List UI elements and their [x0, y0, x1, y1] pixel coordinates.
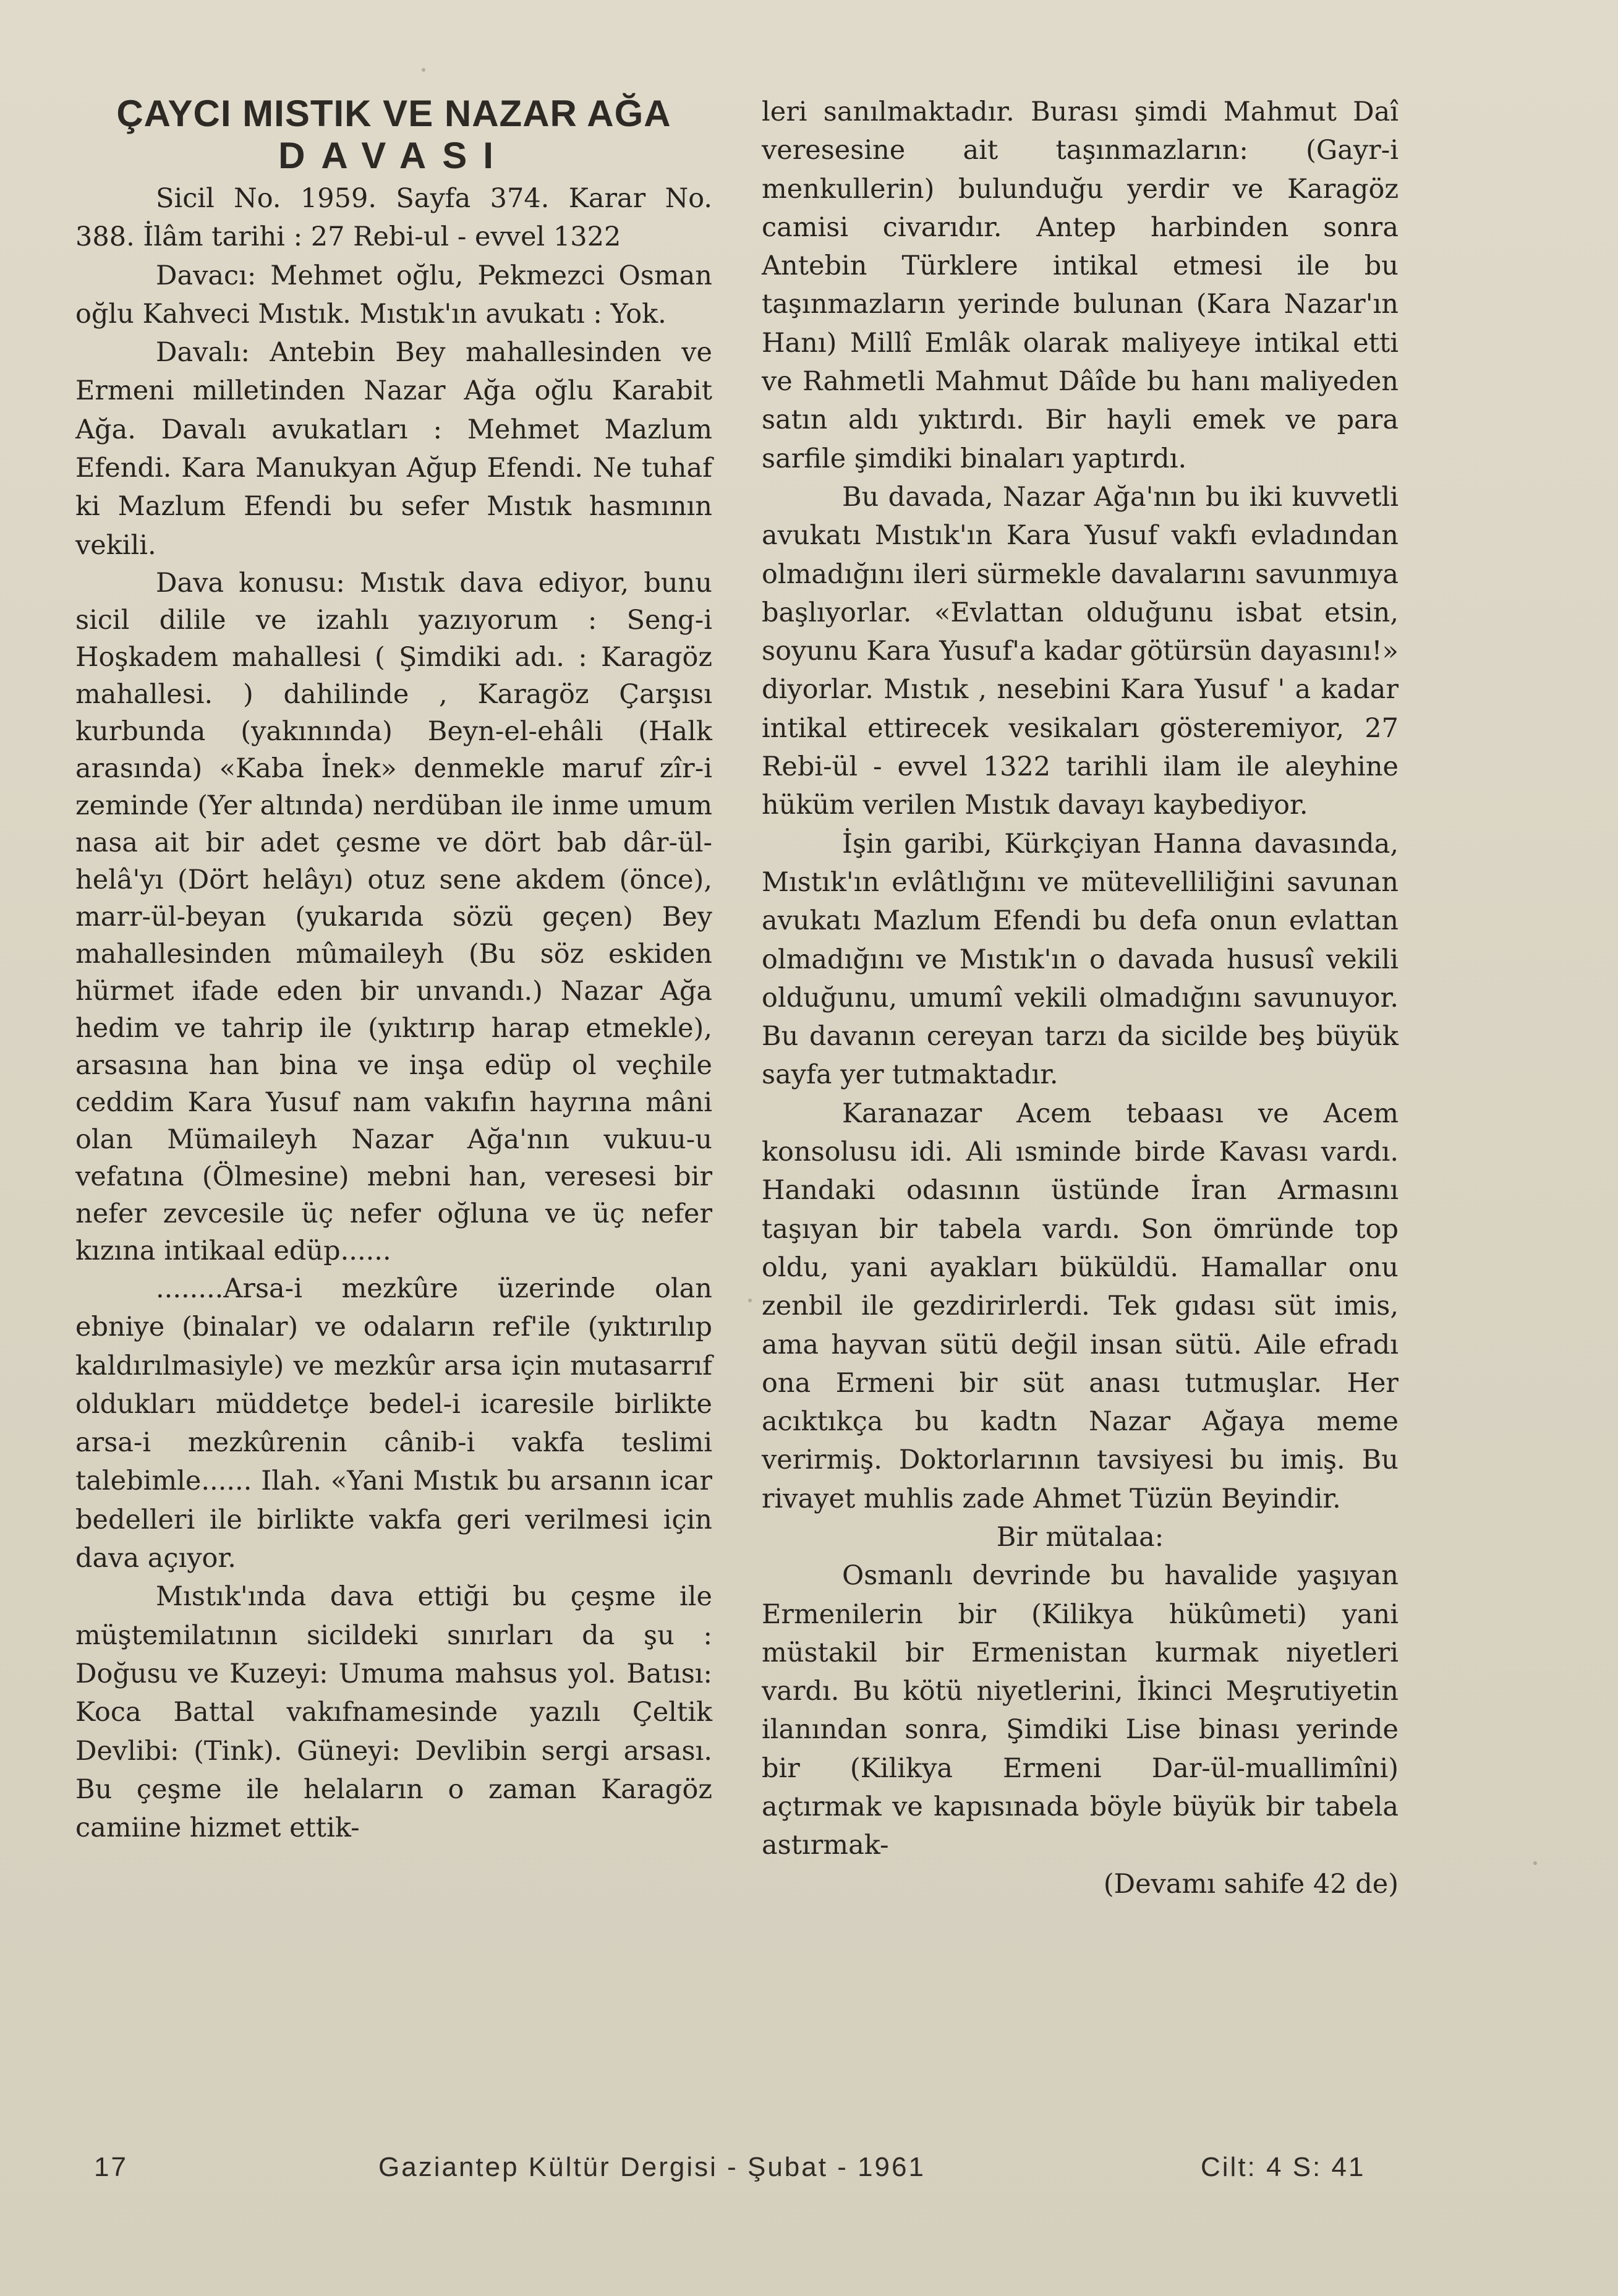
article-subtitle: DAVASI	[278, 135, 509, 176]
magazine-name: Gaziantep Kültür Dergisi - Şubat - 1961	[378, 2152, 926, 2182]
paragraph-karanazar: Karanazar Acem tebaası ve Acem konsolusu idi. Ali ısminde birde Kavası vardı. Handaki odasının üstünde İran Armasını taşıyan bir tabela vardı. Son ömründe top oldu, yani ayakları büküldü. Hamallar onu zenbil ile gezdirirlerdi. Tek gıdası süt imis, ama hayvan sütü değil insan sütü. Aile efradı ona Ermeni bir süt anası tutmuşlar. Her acıktıkça bu kadtn Nazar Ağaya meme verirmiş. Doktorlarının tavsiyesi bu imiş. Bu rivayet muhlis zade Ahmet Tüzün Beyindir.	[762, 1098, 1399, 1514]
continued-note: (Devamı sahife 42 de)	[1103, 1868, 1399, 1900]
paper-speck	[1533, 1861, 1537, 1865]
paper-speck	[422, 68, 425, 72]
paragraph-irony: İşin garibi, Kürkçiyan Hanna davasında, Mıstık'ın evlâtlığını ve mütevelliliğini savunan avukatı Mazlum Efendi bu defa onun evlattan olmadığını ve Mıstık'ın o davada hususî vekili olduğunu, umumî vekili olmadığını savunuyor. Bu davanın cereyan tarzı da sicilde beş büyük sayfa yer tutmaktadır.	[762, 828, 1399, 1091]
paragraph-opinion: Osmanlı devrinde bu havalide yaşıyan Ermenilerin bir (Kilikya hükûmeti) yani müstakil bir Ermenistan kurmak niyetleri vardı. Bu kötü niyetlerini, İkinci Meşrutiyetin ilanından sonra, Şimdiki Lise binası yerinde bir (Kilikya Ermeni Dar-ül-muallimîni) açtırmak ve kapısınada böyle büyük bir tabela astırmak-	[762, 1560, 1399, 1861]
paragraph-case-subject: Dava konusu: Mıstık dava ediyor, bunu sicil dilile ve izahlı yazıyorum : Seng-i Hoşkadem mahallesi ( Şimdiki adı. : Karagöz mahallesi. ) dahilinde , Karagöz Çarşısı kurbunda (yakınında) Beyn-el-ehâli (Halk arasında) «Kaba İnek» denmekle maruf zîr-i zeminde (Yer altında) nerdüban ile inme umum nasa ait bir adet çesme ve dört bab dâr-ül-helâ'yı (Dört helâyı) otuz sene akdem (önce), marr-ül-beyan (yukarıda sözü geçen) Bey mahallesinden mûmaileyh (Bu söz eskiden hürmet ifade eden bir unvandı.) Nazar Ağa hedim ve tahrip ile (yıktırıp harap etmekle), arsasına han bina ve inşa edüp ol veçhile ceddim Kara Yusuf nam vakıfın hayrına mâni olan Mümaileyh Nazar Ağa'nın vukuu-u vefatına (Ölmesine) mebni han, veresesi bir nefer zevcesile üç nefer oğluna ve üç nefer kızına intikaal edüp......	[75, 567, 712, 1266]
paragraph-defendant: Davalı: Antebin Bey mahallesinden ve Ermeni milletinden Nazar Ağa oğlu Karabit Ağa. Davalı avukatları : Mehmet Mazlum Efendi. Kara Manukyan Ağup Efendi. Ne tuhaf ki Mazlum Efendi bu sefer Mıstık hasmının vekili.	[75, 337, 712, 561]
right-column	[762, 93, 1399, 1903]
paragraph-plaintiff: Davacı: Mehmet oğlu, Pekmezci Osman oğlu Kahveci Mıstık. Mıstık'ın avukatı : Yok.	[75, 260, 712, 330]
paragraph-boundaries: Mıstık'ında dava ettiği bu çeşme ile müştemilatının sicildeki sınırları da şu : Doğusu ve Kuzeyi: Umuma mahsus yol. Batısı: Koca Battal vakıfnamesinde yazılı Çeltik Devlibi: (Tink). Güneyi: Devlibin sergi arsası. Bu çeşme ile helaların o zaman Karagöz camiine hizmet ettik-	[75, 1581, 712, 1844]
paragraph-lawsuit: Bu davada, Nazar Ağa'nın bu iki kuvvetli avukatı Mıstık'ın Kara Yusuf vakfı evladından olmadığını ileri sürmekle davalarını savunmıya başlıyorlar. «Evlattan olduğunu isbat etsin, soyunu Kara Yusuf'a kadar götürsün dayasını!» diyorlar. Mıstık , nesebini Kara Yusuf ' a kadar intikal ettirecek vesikaları gösteremiyor, 27 Rebi-ül - evvel 1322 tarihli ilam ile aleyhine hüküm verilen Mıstık davayı kaybediyor.	[762, 481, 1399, 821]
left-column	[75, 93, 712, 1847]
page-number: 17	[94, 2152, 128, 2182]
article-title: ÇAYCI MISTIK VE NAZAR AĞA	[116, 93, 671, 134]
section-heading-opinion: Bir mütalaa:	[996, 1521, 1164, 1553]
paragraph-continuation: leri sanılmaktadır. Burası şimdi Mahmut Daî veresesine ait taşınmazların: (Gayr-i menkullerin) bulunduğu yerdir ve Karagöz camisi civarıdır. Antep harbinden sonra Antebin Türklere intikal etmesi ile bu taşınmazların yerinde bulunan (Kara Nazar'ın Hanı) Millî Emlâk olarak maliyeye intikal etti ve Rahmetli Mahmut Dâîde bu hanı maliyeden satın aldı yıktırdı. Bir hayli emek ve para sarfile şimdiki binaları yaptırdı.	[762, 96, 1399, 474]
paper-speck	[748, 1299, 752, 1302]
page-footer	[0, 2152, 1618, 2189]
volume-issue: Cilt: 4 S: 41	[1201, 2152, 1366, 2182]
paragraph-claim: ........Arsa-i mezkûre üzerinde olan ebniye (binalar) ve odaların ref'ile (yıktırılıp kaldırılmasiyle) ve mezkûr arsa için mutasarrıf oldukları müddetçe bedel-i icaresile birlikte arsa-i mezkûrenin cânib-i vakfa teslimi talebimle...... Ilah. «Yani Mıstık bu arsanın icar bedelleri ile birlikte vakfa geri verilmesi için dava açıyor.	[75, 1273, 712, 1574]
paragraph-record: Sicil No. 1959. Sayfa 374. Karar No. 388. İlâm tarihi : 27 Rebi-ul - evvel 1322	[75, 183, 712, 253]
